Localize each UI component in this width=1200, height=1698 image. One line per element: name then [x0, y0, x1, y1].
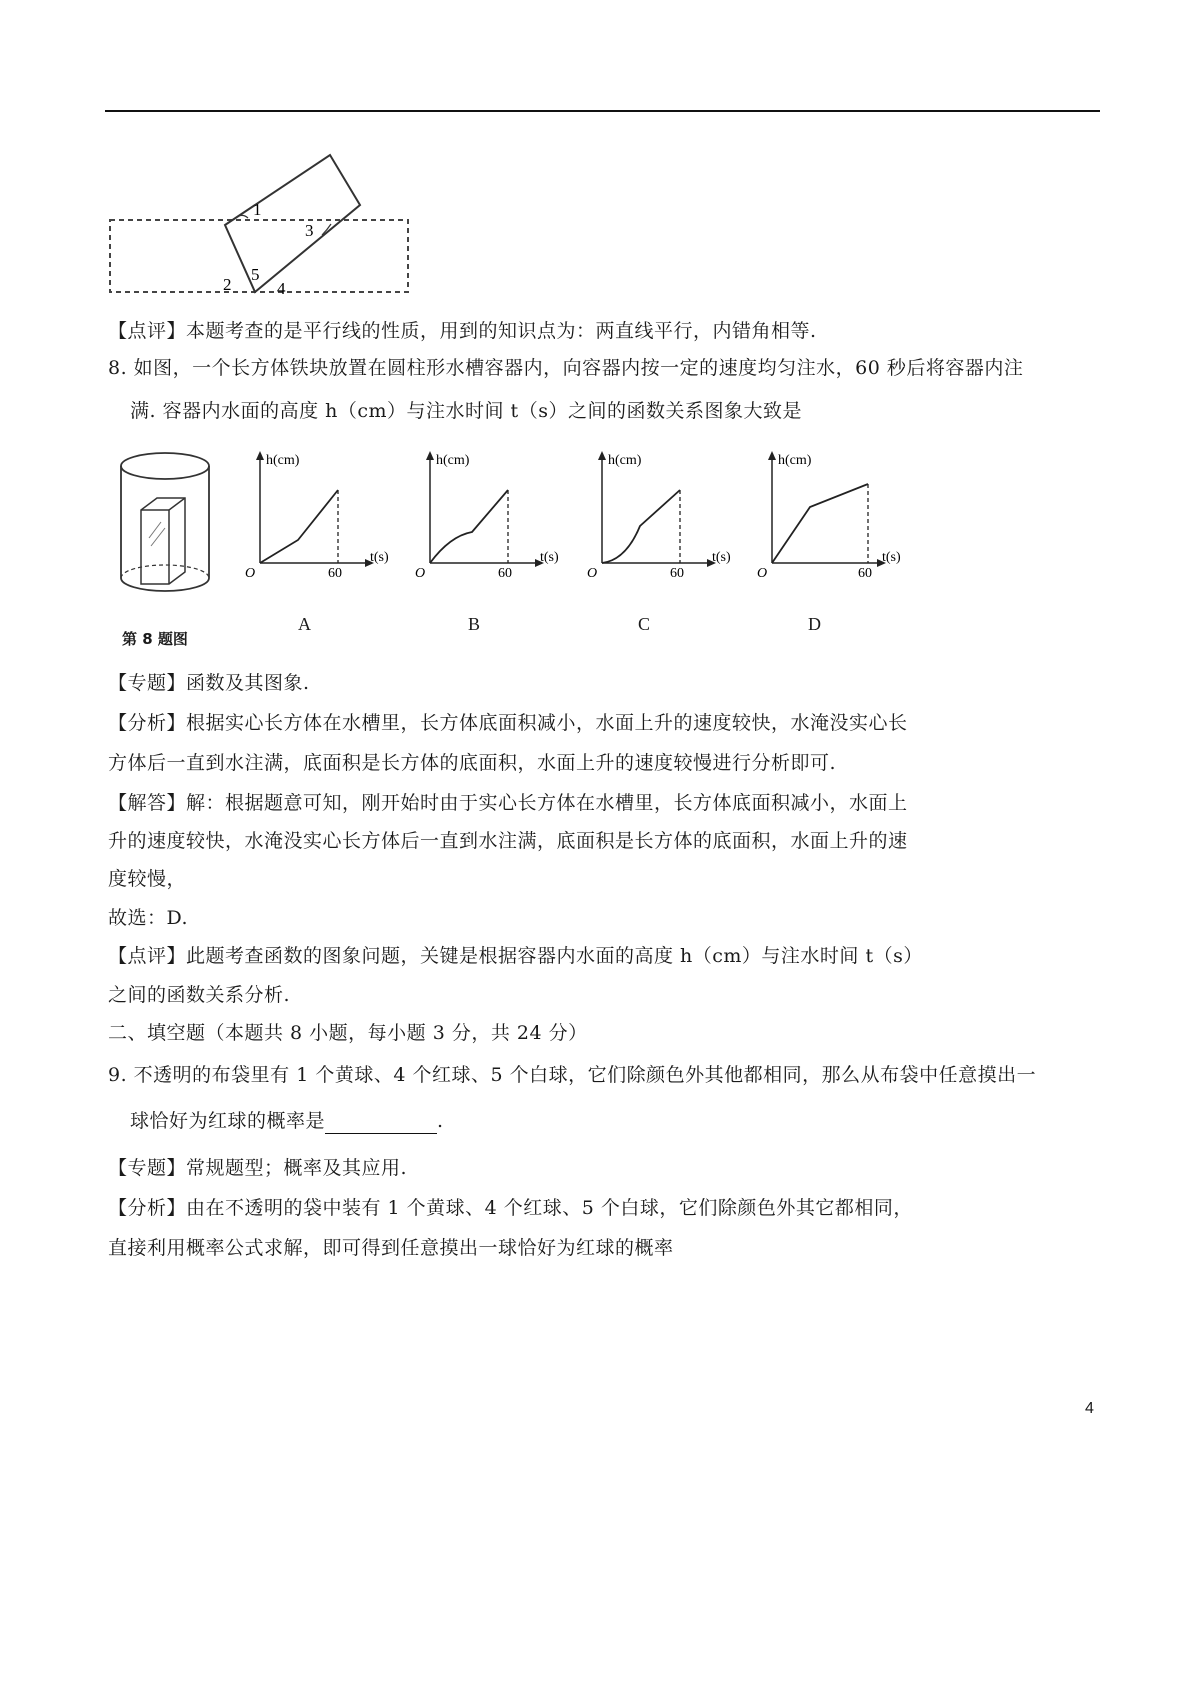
header-rule: [105, 110, 1100, 112]
parallel-lines-figure: [105, 150, 415, 300]
q8-answer: 故选：D.: [108, 907, 189, 929]
q7-comment: 【点评】本题考查的是平行线的性质，用到的知识点为：两直线平行，内错角相等.: [108, 320, 817, 342]
x-tick-60: 60: [328, 566, 342, 578]
section-heading: 二、填空题（本题共 8 小题，每小题 3 分，共 24 分）: [108, 1022, 588, 1044]
option-label-a: A: [298, 614, 311, 634]
figure-caption: 第 8 题图: [122, 630, 188, 648]
q9-analysis-line1: 【分析】由在不透明的袋中装有 1 个黄球、4 个红球、5 个白球，它们除颜色外其它都相同，: [108, 1197, 913, 1219]
angle-label-2: 2: [223, 275, 232, 294]
q9-stem-text: 球恰好为红球的概率是: [130, 1110, 326, 1132]
angle-label-5: 5: [251, 265, 260, 284]
x-axis-label: t(s): [540, 550, 559, 565]
origin-label: O: [587, 566, 598, 578]
q9-analysis-line2: 直接利用概率公式求解，即可得到任意摸出一球恰好为红球的概率: [108, 1237, 674, 1259]
origin-label: O: [757, 566, 768, 578]
q8-stem-line1: 8. 如图，一个长方体铁块放置在圆柱形水槽容器内，向容器内按一定的速度均匀注水，60 秒后将容器内注: [108, 357, 1024, 379]
q9-stem-line1: 9. 不透明的布袋里有 1 个黄球、4 个红球、5 个白球，它们除颜色外其他都相同，那么从布袋中任意摸出一: [108, 1064, 1037, 1086]
cylinder-figure: [115, 450, 225, 600]
graph-option-a: [240, 448, 400, 578]
x-axis-label: t(s): [882, 550, 901, 565]
q8-solution-line1: 【解答】解：根据题意可知，刚开始时由于实心长方体在水槽里，长方体底面积减小，水面上: [108, 792, 908, 814]
q8-solution-line2: 升的速度较快，水淹没实心长方体后一直到水注满，底面积是长方体的底面积，水面上升的速: [108, 830, 908, 852]
page-number: 4: [1085, 1400, 1094, 1417]
y-axis-label: h(cm): [266, 453, 300, 468]
q8-analysis-line2: 方体后一直到水注满，底面积是长方体的底面积，水面上升的速度较慢进行分析即可.: [108, 752, 837, 774]
angle-label-1: 1: [253, 200, 262, 219]
graph-option-d: [752, 448, 912, 578]
x-axis-label: t(s): [370, 550, 389, 565]
graph-option-b: [410, 448, 570, 578]
angle-label-4: 4: [277, 279, 286, 298]
q9-topic: 【专题】常规题型；概率及其应用.: [108, 1157, 408, 1179]
option-label-c: C: [638, 614, 651, 634]
q8-stem-line2: 满. 容器内水面的高度 h（cm）与注水时间 t（s）之间的函数关系图象大致是: [130, 400, 802, 422]
q8-comment-line1: 【点评】此题考查函数的图象问题，关键是根据容器内水面的高度 h（cm）与注水时间 t（s）: [108, 945, 923, 967]
y-axis-label: h(cm): [436, 453, 470, 468]
graph-option-c: [582, 448, 742, 578]
option-label-d: D: [808, 614, 821, 634]
answer-blank: [325, 1115, 437, 1134]
y-axis-label: h(cm): [608, 453, 642, 468]
origin-label: O: [415, 566, 426, 578]
x-tick-60: 60: [498, 566, 512, 578]
x-axis-label: t(s): [712, 550, 731, 565]
q8-comment-line2: 之间的函数关系分析.: [108, 984, 291, 1006]
q8-analysis-line1: 【分析】根据实心长方体在水槽里，长方体底面积减小，水面上升的速度较快，水淹没实心长: [108, 712, 908, 734]
q9-stem-line2: [130, 1108, 444, 1134]
option-label-b: B: [468, 614, 481, 634]
origin-label: O: [245, 566, 256, 578]
angle-label-3: 3: [305, 221, 314, 240]
x-tick-60: 60: [670, 566, 684, 578]
x-tick-60: 60: [858, 566, 872, 578]
y-axis-label: h(cm): [778, 453, 812, 468]
q9-stem-end: .: [437, 1110, 444, 1132]
q8-solution-line3: 度较慢，: [108, 868, 187, 890]
q8-topic: 【专题】函数及其图象.: [108, 672, 310, 694]
